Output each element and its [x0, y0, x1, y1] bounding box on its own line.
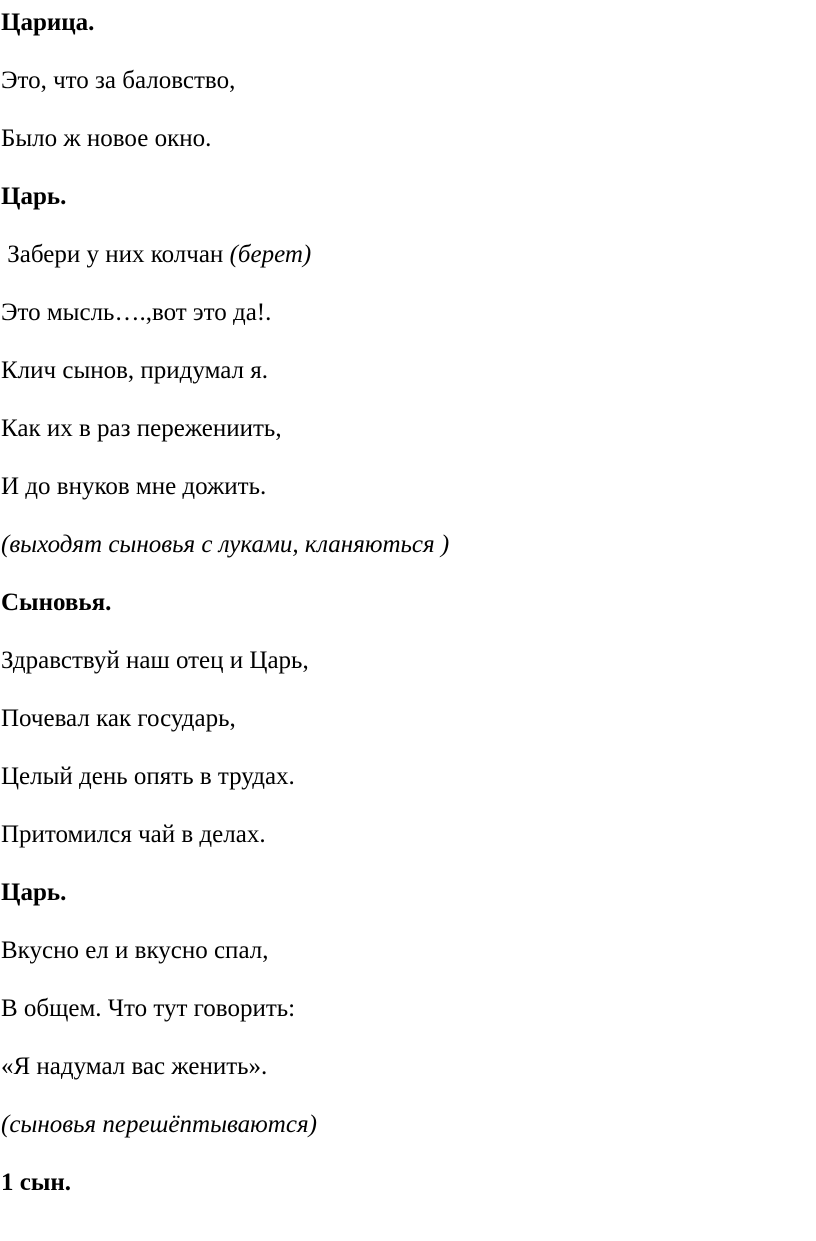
- speaker-tsaritsa: Царица.: [1, 9, 95, 36]
- verse-line: Как их в раз пережениить,: [1, 415, 282, 442]
- verse-line: Это мысль….,вот это да!.: [1, 299, 272, 326]
- verse-line: Было ж новое окно.: [1, 125, 212, 152]
- speaker-sons: Сыновья.: [1, 589, 112, 616]
- speaker-first-son: 1 сын.: [1, 1169, 72, 1196]
- speaker-tsar: Царь.: [1, 183, 67, 210]
- verse-line: «Я надумал вас женить».: [1, 1053, 268, 1080]
- verse-line: Вкусно ел и вкусно спал,: [1, 937, 269, 964]
- verse-line: В общем. Что тут говорить:: [1, 995, 296, 1022]
- verse-line: И до внуков мне дожить.: [1, 473, 267, 500]
- stage-direction: (выходят сыновья с луками, кланяються ): [1, 531, 450, 558]
- verse-line: Это, что за баловство,: [1, 67, 236, 94]
- verse-line: Здравствуй наш отец и Царь,: [1, 647, 309, 674]
- speaker-tsar: Царь.: [1, 879, 67, 906]
- stage-direction: (сыновья перешёптываются): [1, 1111, 317, 1138]
- verse-line: Притомился чай в делах.: [1, 821, 266, 848]
- verse-line: Почевал как государь,: [1, 705, 236, 732]
- verse-line: Целый день опять в трудах.: [1, 763, 295, 790]
- verse-line: Клич сынов, придумал я.: [1, 357, 269, 384]
- inline-stage-direction: (берет): [229, 241, 312, 268]
- verse-text: Забери у них колчан: [1, 241, 230, 268]
- verse-line-with-stage-direction: [1, 240, 311, 270]
